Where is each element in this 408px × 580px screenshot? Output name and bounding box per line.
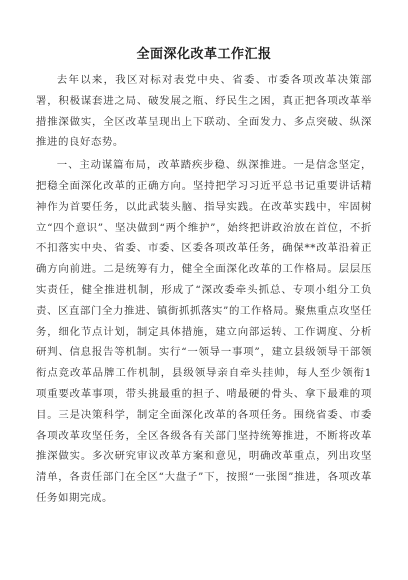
intro-paragraph: 去年以来，我区对标对表党中央、省委、市委各项改革决策部署，积极谋套进之局、破发展之瓶、纾民生之困，真正把各项改革举措推深做实，全区改革呈现出上下联动、全面发力、多点突破、纵深推进的良好态势。 [36, 74, 372, 149]
document-title: 全面深化改革工作汇报 [136, 47, 272, 62]
section-one-paragraph: 一、主动谋篇布局，改革踏疾步稳、纵深推进。一是信念坚定，把稳全面深化改革的正确方向。坚持把学习习近平总书记重要讲话精神作为首要任务，以此武装头脑、指导实践。在改革实践中，牢固树立“四个意识”、坚决做到“两个维护”，始终把讲政治放在首位，不折不扣落实中央、省委、市委、区委各项改革任务，确保**改革沿着正确方向前进。二是统筹有力，健全全面深化改革的工作格局。层层压实责任，健全推进机制，形成了“深改委牵头抓总、专项小组分工负责、区直部门全力推进、镇街抓抓落实”的工作格局。聚焦重点攻坚任务，细化节点计划，制定具体措施，建立向部运转、工作调度、分析研判、信息报告等机制。实行“一领导一事项”，建立县级领导干部领衔点竞改革品牌工作机制，县级领导亲自牵头挂帅，每人至少领衔1项重要改革事项，带头挑最重的担子、啃最硬的骨头、拿下最难的项目。三是决策科学，制定全面深化改革的各项任务。围绕省委、市委各项改革攻坚任务，全区各级各有关部门坚持统筹推进，不断将改革推深做实。多次研究审议改革方案和意见，明确改革重点，列出攻坚清单，各责任部门在全区“大盘子”下，按照“一张图”推进，各项改革任务如期完成。 [36, 159, 372, 504]
